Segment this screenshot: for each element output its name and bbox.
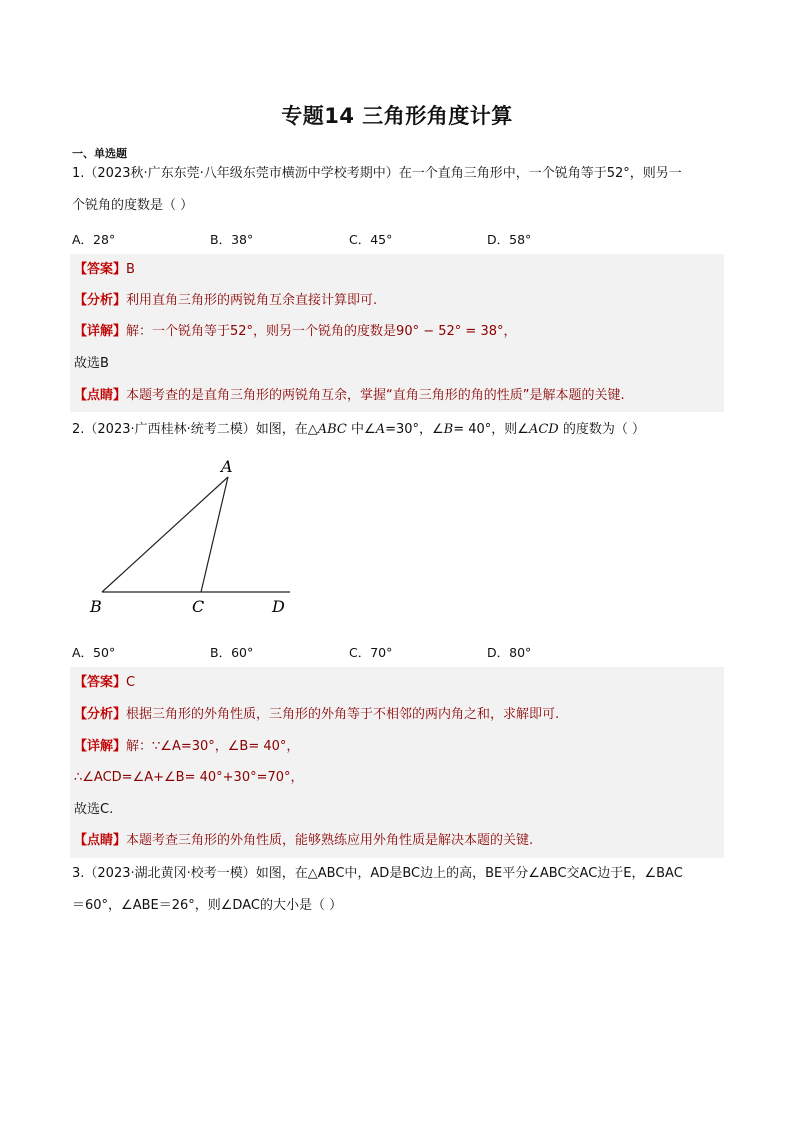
q2-math: A bbox=[375, 422, 386, 437]
choose-text: 故选B bbox=[74, 356, 109, 371]
q1-choose bbox=[74, 354, 109, 374]
step-text: ∴∠ACD=∠A+∠B= 40°+30°=70°， bbox=[74, 770, 304, 785]
q2-option-c[interactable]: C．70° bbox=[349, 645, 393, 660]
comment-text: 本题考查三角形的外角性质，能够熟练应用外角性质是解决本题的关键. bbox=[126, 833, 534, 848]
label-d: D bbox=[272, 597, 285, 616]
question-1-text bbox=[72, 158, 724, 222]
question-2-options bbox=[72, 643, 724, 663]
q1-option-b[interactable]: B．38° bbox=[210, 232, 254, 247]
detail-label: 【详解】 bbox=[74, 739, 127, 754]
q1-answer bbox=[74, 260, 135, 280]
answer-label: 【答案】 bbox=[74, 262, 127, 277]
comment-label: 【点睛】 bbox=[74, 388, 127, 403]
question-1-line-1: 1.（2023秋·广东东莞·八年级东莞市横沥中学校考期中）在一个直角三角形中，一个锐角等于52°，则另一 bbox=[72, 166, 682, 181]
answer-value: B bbox=[126, 262, 135, 277]
q2-detail bbox=[74, 737, 299, 757]
q2-math: B bbox=[443, 422, 454, 437]
segment-ac bbox=[201, 477, 228, 592]
q1-option-d[interactable]: D．58° bbox=[487, 232, 532, 247]
choose-text: 故选C. bbox=[74, 802, 114, 817]
label-c: C bbox=[192, 597, 205, 616]
question-2-solution bbox=[70, 667, 724, 858]
q2-math: ACD bbox=[528, 422, 559, 437]
q2-option-b[interactable]: B．60° bbox=[210, 645, 254, 660]
question-3-line-2: ＝60°，∠ABE＝26°，则∠DAC的大小是（ ） bbox=[72, 898, 343, 913]
q1-option-a[interactable]: A．28° bbox=[72, 232, 116, 247]
question-1-options bbox=[72, 230, 724, 250]
detail-text: 解：∵∠A=30°，∠B= 40°， bbox=[126, 739, 300, 754]
question-1-solution bbox=[70, 254, 724, 412]
q2-option-d[interactable]: D．80° bbox=[487, 645, 532, 660]
q2-analysis bbox=[74, 705, 559, 725]
question-1-line-2: 个锐角的度数是（ ） bbox=[72, 198, 194, 213]
analysis-label: 【分析】 bbox=[74, 293, 127, 308]
q1-comment bbox=[74, 386, 625, 406]
answer-label: 【答案】 bbox=[74, 675, 127, 690]
question-2-text bbox=[72, 414, 724, 446]
analysis-label: 【分析】 bbox=[74, 707, 127, 722]
question-3-line-1: 3.（2023·湖北黄冈·校考一模）如图，在△ABC中，AD是BC边上的高，BE平分∠ABC交AC边于E，∠BAC bbox=[72, 866, 683, 881]
page-title: 专题14 三角形角度计算 bbox=[281, 104, 513, 128]
comment-label: 【点睛】 bbox=[74, 833, 127, 848]
q2-choose bbox=[74, 800, 113, 820]
q1-analysis bbox=[74, 291, 377, 311]
label-b: B bbox=[90, 597, 102, 616]
segment-ab bbox=[102, 477, 228, 592]
analysis-text: 根据三角形的外角性质，三角形的外角等于不相邻的两内角之和，求解即可. bbox=[126, 707, 560, 722]
q1-option-c[interactable]: C．45° bbox=[349, 232, 393, 247]
label-a: A bbox=[221, 457, 233, 476]
comment-text: 本题考查的是直角三角形的两锐角互余，掌握“直角三角形的角的性质”是解本题的关键. bbox=[126, 388, 625, 403]
q2-answer bbox=[74, 673, 135, 693]
question-3-text bbox=[72, 858, 724, 922]
q2-text-part: =30°，∠ bbox=[385, 422, 444, 437]
triangle-figure bbox=[80, 450, 310, 625]
q2-option-a[interactable]: A．50° bbox=[72, 645, 116, 660]
q2-text-part: 2.（2023·广西桂林·统考二模）如图，在△ bbox=[72, 422, 318, 437]
answer-value: C bbox=[126, 675, 136, 690]
section-heading: 一、单选题 bbox=[72, 147, 127, 160]
q2-math: ABC bbox=[317, 422, 347, 437]
detail-label: 【详解】 bbox=[74, 324, 127, 339]
q1-detail bbox=[74, 322, 517, 342]
q2-step bbox=[74, 768, 304, 788]
q2-text-part: = 40°，则∠ bbox=[453, 422, 529, 437]
q2-comment bbox=[74, 831, 533, 851]
analysis-text: 利用直角三角形的两锐角互余直接计算即可. bbox=[126, 293, 378, 308]
q2-text-part: 的度数为（ ） bbox=[558, 422, 645, 437]
q2-text-part: 中∠ bbox=[346, 422, 376, 437]
detail-text: 解：一个锐角等于52°，则另一个锐角的度数是90° − 52° = 38°， bbox=[126, 324, 517, 339]
